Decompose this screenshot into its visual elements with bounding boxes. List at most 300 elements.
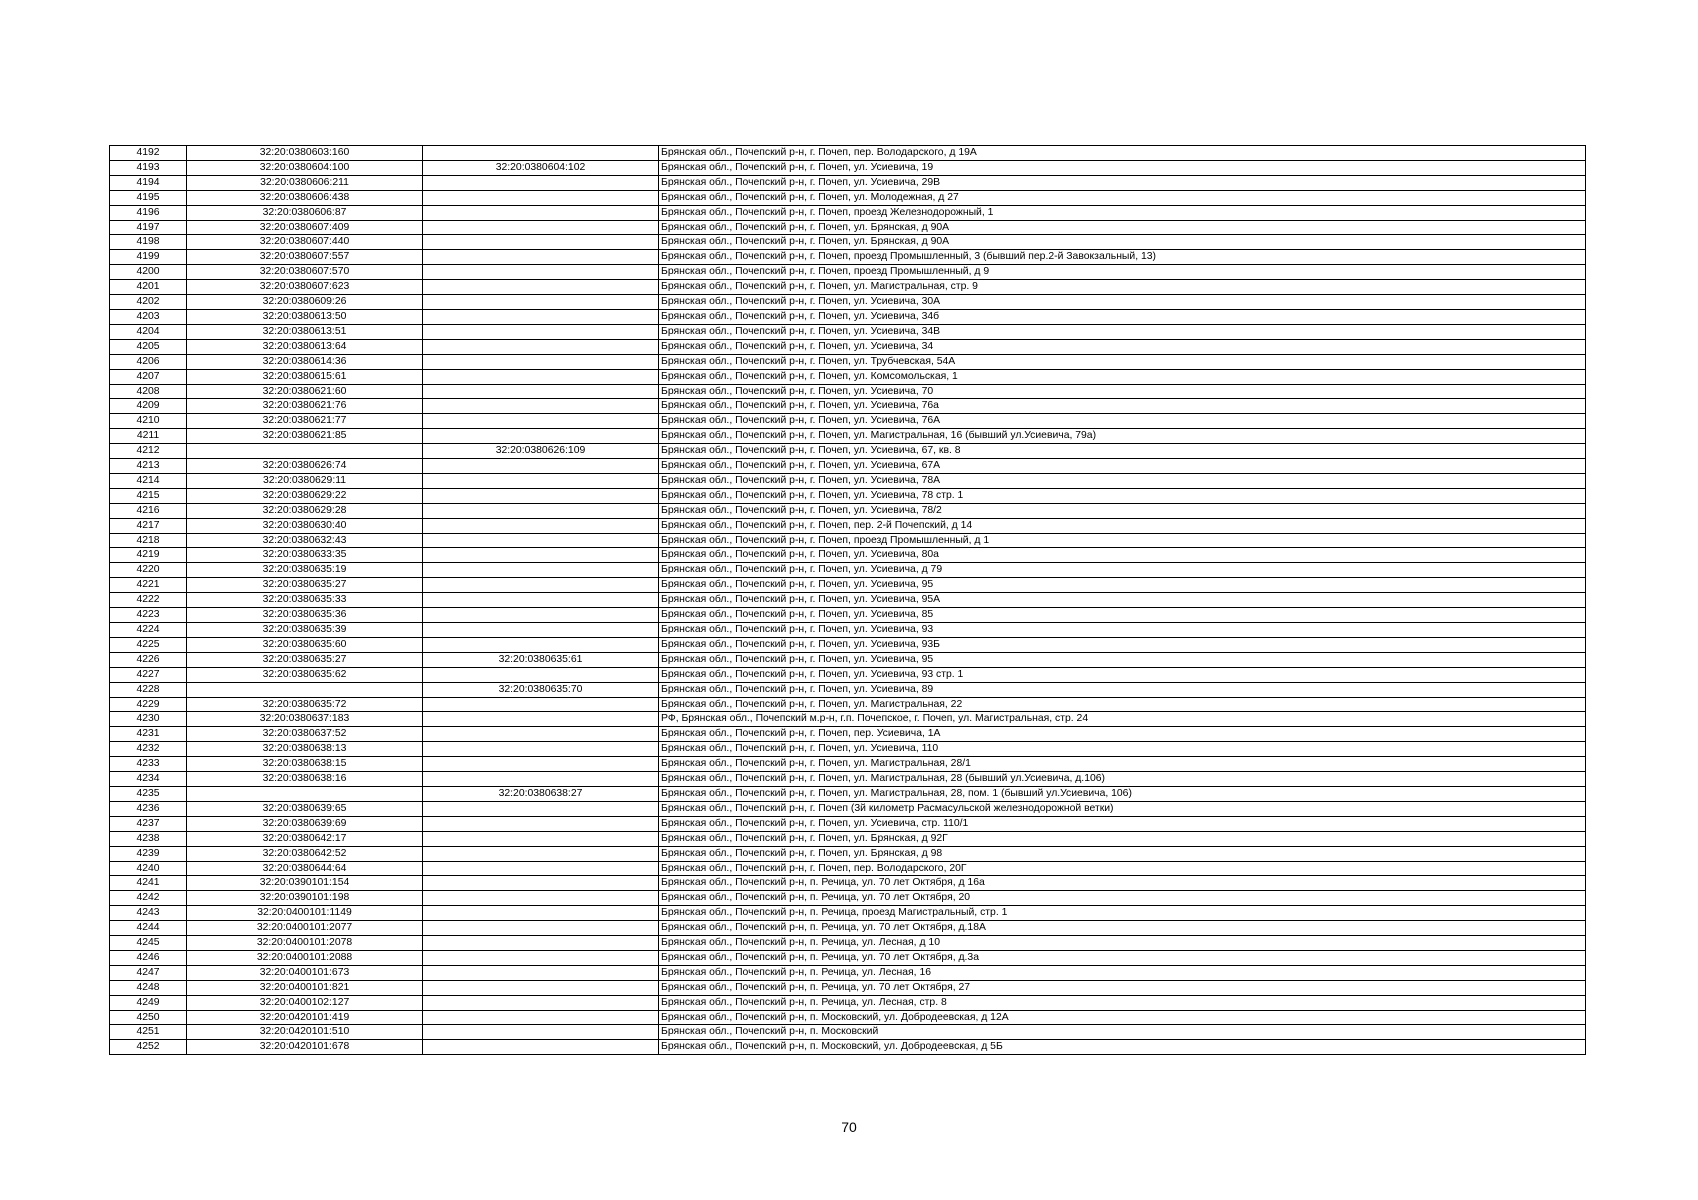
linked-cadastral-number-cell xyxy=(423,727,659,742)
row-number-cell: 4249 xyxy=(110,995,187,1010)
linked-cadastral-number-cell xyxy=(423,399,659,414)
linked-cadastral-number-cell xyxy=(423,995,659,1010)
table-row xyxy=(110,563,1586,578)
linked-cadastral-number-cell xyxy=(423,578,659,593)
linked-cadastral-number-cell xyxy=(423,906,659,921)
address-cell: Брянская обл., Почепский р-н, п. Речица, ул. 70 лет Октября, 27 xyxy=(659,980,1586,995)
row-number-cell: 4213 xyxy=(110,459,187,474)
linked-cadastral-number-cell xyxy=(423,265,659,280)
row-number-cell: 4239 xyxy=(110,846,187,861)
linked-cadastral-number-cell xyxy=(423,1025,659,1040)
address-cell: Брянская обл., Почепский р-н, г. Почеп, ул. Магистральная, 16 (бывший ул.Усиевича, 79а) xyxy=(659,429,1586,444)
cadastral-number-cell: 32:20:0380615:61 xyxy=(187,369,423,384)
table-row xyxy=(110,1010,1586,1025)
linked-cadastral-number-cell xyxy=(423,220,659,235)
linked-cadastral-number-cell xyxy=(423,146,659,161)
linked-cadastral-number-cell xyxy=(423,712,659,727)
address-cell: Брянская обл., Почепский р-н, г. Почеп, ул. Магистральная, 22 xyxy=(659,697,1586,712)
cadastral-number-cell: 32:20:0400101:673 xyxy=(187,965,423,980)
cadastral-number-cell: 32:20:0380613:50 xyxy=(187,309,423,324)
cadastral-number-cell: 32:20:0400101:821 xyxy=(187,980,423,995)
address-cell: Брянская обл., Почепский р-н, г. Почеп, ул. Магистральная, стр. 9 xyxy=(659,280,1586,295)
address-cell: Брянская обл., Почепский р-н, г. Почеп, ул. Усиевича, 93 стр. 1 xyxy=(659,667,1586,682)
linked-cadastral-number-cell xyxy=(423,309,659,324)
row-number-cell: 4248 xyxy=(110,980,187,995)
linked-cadastral-number-cell: 32:20:0380635:61 xyxy=(423,652,659,667)
cadastral-number-cell: 32:20:0380632:43 xyxy=(187,533,423,548)
cadastral-number-cell: 32:20:0380607:570 xyxy=(187,265,423,280)
table-row xyxy=(110,235,1586,250)
linked-cadastral-number-cell xyxy=(423,921,659,936)
linked-cadastral-number-cell xyxy=(423,295,659,310)
cadastral-number-cell: 32:20:0420101:419 xyxy=(187,1010,423,1025)
row-number-cell: 4217 xyxy=(110,518,187,533)
cadastral-number-cell: 32:20:0380629:22 xyxy=(187,488,423,503)
linked-cadastral-number-cell xyxy=(423,384,659,399)
table-row xyxy=(110,548,1586,563)
row-number-cell: 4209 xyxy=(110,399,187,414)
address-cell: Брянская обл., Почепский р-н, г. Почеп, ул. Трубчевская, 54А xyxy=(659,354,1586,369)
cadastral-number-cell xyxy=(187,444,423,459)
cadastral-number-cell: 32:20:0380606:438 xyxy=(187,190,423,205)
table-row xyxy=(110,503,1586,518)
address-cell: Брянская обл., Почепский р-н, г. Почеп, ул. Усиевича, 80а xyxy=(659,548,1586,563)
cadastral-number-cell: 32:20:0380613:51 xyxy=(187,324,423,339)
linked-cadastral-number-cell xyxy=(423,623,659,638)
row-number-cell: 4206 xyxy=(110,354,187,369)
table-row xyxy=(110,667,1586,682)
row-number-cell: 4223 xyxy=(110,608,187,623)
cadastral-number-cell: 32:20:0400101:2077 xyxy=(187,921,423,936)
address-cell: Брянская обл., Почепский р-н, г. Почеп, ул. Усиевича, 29В xyxy=(659,175,1586,190)
address-cell: Брянская обл., Почепский р-н, п. Московский xyxy=(659,1025,1586,1040)
cadastral-number-cell: 32:20:0380638:15 xyxy=(187,757,423,772)
address-cell: Брянская обл., Почепский р-н, г. Почеп, ул. Брянская, д 98 xyxy=(659,846,1586,861)
address-cell: Брянская обл., Почепский р-н, г. Почеп, ул. Усиевича, 34б xyxy=(659,309,1586,324)
linked-cadastral-number-cell xyxy=(423,190,659,205)
cadastral-number-cell: 32:20:0390101:154 xyxy=(187,876,423,891)
linked-cadastral-number-cell xyxy=(423,772,659,787)
linked-cadastral-number-cell xyxy=(423,1010,659,1025)
cadastral-number-cell: 32:20:0400101:2078 xyxy=(187,936,423,951)
cadastral-number-cell: 32:20:0400102:127 xyxy=(187,995,423,1010)
table-row xyxy=(110,593,1586,608)
linked-cadastral-number-cell xyxy=(423,503,659,518)
linked-cadastral-number-cell xyxy=(423,936,659,951)
table-row xyxy=(110,652,1586,667)
row-number-cell: 4244 xyxy=(110,921,187,936)
row-number-cell: 4245 xyxy=(110,936,187,951)
table-row xyxy=(110,757,1586,772)
row-number-cell: 4220 xyxy=(110,563,187,578)
row-number-cell: 4215 xyxy=(110,488,187,503)
table-row xyxy=(110,712,1586,727)
row-number-cell: 4240 xyxy=(110,861,187,876)
address-cell: Брянская обл., Почепский р-н, г. Почеп, ул. Усиевича, 78А xyxy=(659,473,1586,488)
row-number-cell: 4194 xyxy=(110,175,187,190)
table-row xyxy=(110,384,1586,399)
row-number-cell: 4197 xyxy=(110,220,187,235)
linked-cadastral-number-cell xyxy=(423,742,659,757)
cadastral-number-cell: 32:20:0380607:557 xyxy=(187,250,423,265)
row-number-cell: 4207 xyxy=(110,369,187,384)
table-row xyxy=(110,727,1586,742)
row-number-cell: 4225 xyxy=(110,637,187,652)
row-number-cell: 4243 xyxy=(110,906,187,921)
row-number-cell: 4234 xyxy=(110,772,187,787)
row-number-cell: 4222 xyxy=(110,593,187,608)
row-number-cell: 4212 xyxy=(110,444,187,459)
address-cell: Брянская обл., Почепский р-н, г. Почеп, ул. Усиевича, 34В xyxy=(659,324,1586,339)
linked-cadastral-number-cell xyxy=(423,846,659,861)
linked-cadastral-number-cell xyxy=(423,891,659,906)
address-cell: Брянская обл., Почепский р-н, г. Почеп, проезд Промышленный, 3 (бывший пер.2-й Завокзальный, 13) xyxy=(659,250,1586,265)
cadastral-number-cell: 32:20:0380603:160 xyxy=(187,146,423,161)
table-row xyxy=(110,175,1586,190)
cadastral-number-cell xyxy=(187,786,423,801)
table-row xyxy=(110,533,1586,548)
row-number-cell: 4250 xyxy=(110,1010,187,1025)
address-cell: Брянская обл., Почепский р-н, п. Московский, ул. Добродеевская, д 5Б xyxy=(659,1040,1586,1055)
linked-cadastral-number-cell xyxy=(423,861,659,876)
address-cell: Брянская обл., Почепский р-н, г. Почеп, проезд Промышленный, д 1 xyxy=(659,533,1586,548)
row-number-cell: 4204 xyxy=(110,324,187,339)
table-row xyxy=(110,399,1586,414)
address-cell: Брянская обл., Почепский р-н, п. Речица, ул. Лесная, 16 xyxy=(659,965,1586,980)
table-row xyxy=(110,160,1586,175)
address-cell: Брянская обл., Почепский р-н, г. Почеп, ул. Магистральная, 28/1 xyxy=(659,757,1586,772)
linked-cadastral-number-cell xyxy=(423,518,659,533)
address-cell: Брянская обл., Почепский р-н, г. Почеп, ул. Магистральная, 28 (бывший ул.Усиевича, д.106) xyxy=(659,772,1586,787)
table-row xyxy=(110,772,1586,787)
address-cell: Брянская обл., Почепский р-н, г. Почеп, ул. Усиевича, 78/2 xyxy=(659,503,1586,518)
address-cell: Брянская обл., Почепский р-н, г. Почеп, ул. Усиевича, 67, кв. 8 xyxy=(659,444,1586,459)
linked-cadastral-number-cell: 32:20:0380626:109 xyxy=(423,444,659,459)
cadastral-number-cell: 32:20:0380635:62 xyxy=(187,667,423,682)
cadastral-number-cell: 32:20:0380638:13 xyxy=(187,742,423,757)
cadastral-number-cell: 32:20:0380606:87 xyxy=(187,205,423,220)
address-cell: Брянская обл., Почепский р-н, п. Речица, ул. 70 лет Октября, 20 xyxy=(659,891,1586,906)
address-cell: Брянская обл., Почепский р-н, г. Почеп, ул. Усиевича, 85 xyxy=(659,608,1586,623)
address-cell: Брянская обл., Почепский р-н, п. Речица, ул. Лесная, д 10 xyxy=(659,936,1586,951)
address-cell: Брянская обл., Почепский р-н, г. Почеп, ул. Усиевича, 30А xyxy=(659,295,1586,310)
table-row xyxy=(110,861,1586,876)
linked-cadastral-number-cell xyxy=(423,757,659,772)
row-number-cell: 4236 xyxy=(110,801,187,816)
table-row xyxy=(110,608,1586,623)
address-cell: Брянская обл., Почепский р-н, г. Почеп, ул. Усиевича, стр. 110/1 xyxy=(659,816,1586,831)
address-cell: Брянская обл., Почепский р-н, г. Почеп, ул. Усиевича, 95 xyxy=(659,578,1586,593)
row-number-cell: 4216 xyxy=(110,503,187,518)
table-row xyxy=(110,339,1586,354)
linked-cadastral-number-cell xyxy=(423,339,659,354)
cadastral-number-cell: 32:20:0380633:35 xyxy=(187,548,423,563)
table-row xyxy=(110,518,1586,533)
address-cell: Брянская обл., Почепский р-н, г. Почеп, ул. Усиевича, 70 xyxy=(659,384,1586,399)
table-row xyxy=(110,146,1586,161)
address-cell: Брянская обл., Почепский р-н, г. Почеп, ул. Усиевича, 78 стр. 1 xyxy=(659,488,1586,503)
cadastral-number-cell: 32:20:0380613:64 xyxy=(187,339,423,354)
row-number-cell: 4227 xyxy=(110,667,187,682)
linked-cadastral-number-cell xyxy=(423,608,659,623)
cadastral-number-cell: 32:20:0380609:26 xyxy=(187,295,423,310)
linked-cadastral-number-cell xyxy=(423,324,659,339)
cadastral-number-cell: 32:20:0380635:36 xyxy=(187,608,423,623)
row-number-cell: 4252 xyxy=(110,1040,187,1055)
linked-cadastral-number-cell xyxy=(423,354,659,369)
linked-cadastral-number-cell: 32:20:0380638:27 xyxy=(423,786,659,801)
table-row xyxy=(110,578,1586,593)
cadastral-number-cell: 32:20:0380621:60 xyxy=(187,384,423,399)
table-row xyxy=(110,250,1586,265)
row-number-cell: 4192 xyxy=(110,146,187,161)
cadastral-number-cell: 32:20:0380637:183 xyxy=(187,712,423,727)
table-row xyxy=(110,220,1586,235)
row-number-cell: 4199 xyxy=(110,250,187,265)
row-number-cell: 4214 xyxy=(110,473,187,488)
address-cell: Брянская обл., Почепский р-н, г. Почеп, ул. Усиевича, 95 xyxy=(659,652,1586,667)
cadastral-number-cell: 32:20:0380604:100 xyxy=(187,160,423,175)
table-row xyxy=(110,295,1586,310)
row-number-cell: 4228 xyxy=(110,682,187,697)
linked-cadastral-number-cell xyxy=(423,965,659,980)
address-cell: Брянская обл., Почепский р-н, п. Речица, ул. Лесная, стр. 8 xyxy=(659,995,1586,1010)
table-body xyxy=(110,146,1586,1055)
cadastral-table xyxy=(109,145,1586,1055)
table-row xyxy=(110,980,1586,995)
cadastral-number-cell: 32:20:0380630:40 xyxy=(187,518,423,533)
cadastral-number-cell: 32:20:0380607:623 xyxy=(187,280,423,295)
linked-cadastral-number-cell xyxy=(423,950,659,965)
cadastral-number-cell: 32:20:0380635:19 xyxy=(187,563,423,578)
row-number-cell: 4198 xyxy=(110,235,187,250)
row-number-cell: 4200 xyxy=(110,265,187,280)
linked-cadastral-number-cell xyxy=(423,250,659,265)
cadastral-number-cell: 32:20:0380637:52 xyxy=(187,727,423,742)
table-row xyxy=(110,324,1586,339)
address-cell: Брянская обл., Почепский р-н, п. Речица, ул. 70 лет Октября, д 16а xyxy=(659,876,1586,891)
cadastral-number-cell: 32:20:0380642:17 xyxy=(187,831,423,846)
row-number-cell: 4235 xyxy=(110,786,187,801)
cadastral-number-cell: 32:20:0380635:27 xyxy=(187,578,423,593)
linked-cadastral-number-cell xyxy=(423,563,659,578)
row-number-cell: 4201 xyxy=(110,280,187,295)
row-number-cell: 4251 xyxy=(110,1025,187,1040)
cadastral-number-cell: 32:20:0380638:16 xyxy=(187,772,423,787)
cadastral-number-cell: 32:20:0380607:409 xyxy=(187,220,423,235)
table-row xyxy=(110,637,1586,652)
linked-cadastral-number-cell xyxy=(423,980,659,995)
row-number-cell: 4238 xyxy=(110,831,187,846)
row-number-cell: 4202 xyxy=(110,295,187,310)
row-number-cell: 4218 xyxy=(110,533,187,548)
table-row xyxy=(110,682,1586,697)
linked-cadastral-number-cell xyxy=(423,593,659,608)
address-cell: Брянская обл., Почепский р-н, г. Почеп, ул. Комсомольская, 1 xyxy=(659,369,1586,384)
row-number-cell: 4210 xyxy=(110,414,187,429)
row-number-cell: 4246 xyxy=(110,950,187,965)
row-number-cell: 4229 xyxy=(110,697,187,712)
row-number-cell: 4224 xyxy=(110,623,187,638)
cadastral-number-cell: 32:20:0380621:85 xyxy=(187,429,423,444)
table-row xyxy=(110,309,1586,324)
cadastral-number-cell: 32:20:0380614:36 xyxy=(187,354,423,369)
table-row xyxy=(110,444,1586,459)
table-row xyxy=(110,623,1586,638)
address-cell: Брянская обл., Почепский р-н, г. Почеп, ул. Брянская, д 90А xyxy=(659,220,1586,235)
row-number-cell: 4211 xyxy=(110,429,187,444)
table-row xyxy=(110,950,1586,965)
table-row xyxy=(110,1025,1586,1040)
cadastral-number-cell: 32:20:0380635:72 xyxy=(187,697,423,712)
address-cell: Брянская обл., Почепский р-н, г. Почеп, пер. Володарского, 20Г xyxy=(659,861,1586,876)
table-row xyxy=(110,488,1586,503)
table-row xyxy=(110,697,1586,712)
address-cell: Брянская обл., Почепский р-н, г. Почеп, ул. Усиевича, 93Б xyxy=(659,637,1586,652)
table-row xyxy=(110,786,1586,801)
table-row xyxy=(110,906,1586,921)
row-number-cell: 4247 xyxy=(110,965,187,980)
table-row xyxy=(110,831,1586,846)
address-cell: Брянская обл., Почепский р-н, г. Почеп, пер. Усиевича, 1А xyxy=(659,727,1586,742)
linked-cadastral-number-cell xyxy=(423,816,659,831)
linked-cadastral-number-cell xyxy=(423,488,659,503)
address-cell: Брянская обл., Почепский р-н, г. Почеп, ул. Усиевича, 19 xyxy=(659,160,1586,175)
table-row xyxy=(110,190,1586,205)
linked-cadastral-number-cell xyxy=(423,459,659,474)
row-number-cell: 4226 xyxy=(110,652,187,667)
linked-cadastral-number-cell xyxy=(423,831,659,846)
address-cell: РФ, Брянская обл., Почепский м.р-н, г.п. Почепское, г. Почеп, ул. Магистральная, стр. 24 xyxy=(659,712,1586,727)
cadastral-number-cell: 32:20:0400101:2088 xyxy=(187,950,423,965)
row-number-cell: 4237 xyxy=(110,816,187,831)
table-row xyxy=(110,921,1586,936)
row-number-cell: 4231 xyxy=(110,727,187,742)
row-number-cell: 4232 xyxy=(110,742,187,757)
cadastral-number-cell: 32:20:0380606:211 xyxy=(187,175,423,190)
table-row xyxy=(110,1040,1586,1055)
address-cell: Брянская обл., Почепский р-н, г. Почеп, ул. Брянская, д 90А xyxy=(659,235,1586,250)
address-cell: Брянская обл., Почепский р-н, г. Почеп, проезд Железнодорожный, 1 xyxy=(659,205,1586,220)
row-number-cell: 4242 xyxy=(110,891,187,906)
table-row xyxy=(110,414,1586,429)
address-cell: Брянская обл., Почепский р-н, п. Речица, ул. 70 лет Октября, д.3а xyxy=(659,950,1586,965)
address-cell: Брянская обл., Почепский р-н, г. Почеп, ул. Усиевича, 34 xyxy=(659,339,1586,354)
row-number-cell: 4219 xyxy=(110,548,187,563)
address-cell: Брянская обл., Почепский р-н, г. Почеп, проезд Промышленный, д 9 xyxy=(659,265,1586,280)
linked-cadastral-number-cell xyxy=(423,414,659,429)
page-number: 70 xyxy=(841,1119,857,1135)
cadastral-number-cell: 32:20:0380639:69 xyxy=(187,816,423,831)
row-number-cell: 4208 xyxy=(110,384,187,399)
table-row xyxy=(110,459,1586,474)
cadastral-number-cell: 32:20:0380635:39 xyxy=(187,623,423,638)
linked-cadastral-number-cell: 32:20:0380635:70 xyxy=(423,682,659,697)
address-cell: Брянская обл., Почепский р-н, г. Почеп, ул. Усиевича, 93 xyxy=(659,623,1586,638)
cadastral-number-cell: 32:20:0420101:510 xyxy=(187,1025,423,1040)
cadastral-number-cell: 32:20:0380644:64 xyxy=(187,861,423,876)
cadastral-number-cell: 32:20:0380635:27 xyxy=(187,652,423,667)
linked-cadastral-number-cell xyxy=(423,429,659,444)
address-cell: Брянская обл., Почепский р-н, г. Почеп, пер. Володарского, д 19А xyxy=(659,146,1586,161)
row-number-cell: 4230 xyxy=(110,712,187,727)
linked-cadastral-number-cell xyxy=(423,369,659,384)
row-number-cell: 4221 xyxy=(110,578,187,593)
address-cell: Брянская обл., Почепский р-н, г. Почеп, ул. Усиевича, 76А xyxy=(659,414,1586,429)
linked-cadastral-number-cell xyxy=(423,667,659,682)
table-row xyxy=(110,354,1586,369)
linked-cadastral-number-cell xyxy=(423,801,659,816)
address-cell: Брянская обл., Почепский р-н, г. Почеп, ул. Усиевича, 95А xyxy=(659,593,1586,608)
linked-cadastral-number-cell xyxy=(423,205,659,220)
table-row xyxy=(110,205,1586,220)
cadastral-number-cell: 32:20:0380629:28 xyxy=(187,503,423,518)
cadastral-number-cell: 32:20:0380635:60 xyxy=(187,637,423,652)
table-row xyxy=(110,936,1586,951)
address-cell: Брянская обл., Почепский р-н, г. Почеп, ул. Усиевича, 89 xyxy=(659,682,1586,697)
cadastral-number-cell: 32:20:0380642:52 xyxy=(187,846,423,861)
cadastral-number-cell: 32:20:0400101:1149 xyxy=(187,906,423,921)
linked-cadastral-number-cell: 32:20:0380604:102 xyxy=(423,160,659,175)
row-number-cell: 4193 xyxy=(110,160,187,175)
cadastral-number-cell: 32:20:0380626:74 xyxy=(187,459,423,474)
table-row xyxy=(110,801,1586,816)
cadastral-number-cell: 32:20:0380607:440 xyxy=(187,235,423,250)
linked-cadastral-number-cell xyxy=(423,235,659,250)
row-number-cell: 4195 xyxy=(110,190,187,205)
table-row xyxy=(110,473,1586,488)
cadastral-number-cell: 32:20:0380621:77 xyxy=(187,414,423,429)
address-cell: Брянская обл., Почепский р-н, г. Почеп (3й километр Расмасульской железнодорожной ветки) xyxy=(659,801,1586,816)
cadastral-number-cell: 32:20:0380621:76 xyxy=(187,399,423,414)
table-row xyxy=(110,965,1586,980)
address-cell: Брянская обл., Почепский р-н, г. Почеп, ул. Усиевича, д 79 xyxy=(659,563,1586,578)
row-number-cell: 4241 xyxy=(110,876,187,891)
linked-cadastral-number-cell xyxy=(423,876,659,891)
cadastral-number-cell: 32:20:0380639:65 xyxy=(187,801,423,816)
table-row xyxy=(110,876,1586,891)
address-cell: Брянская обл., Почепский р-н, г. Почеп, ул. Брянская, д 92Г xyxy=(659,831,1586,846)
address-cell: Брянская обл., Почепский р-н, г. Почеп, ул. Усиевича, 110 xyxy=(659,742,1586,757)
address-cell: Брянская обл., Почепский р-н, п. Речица, проезд Магистральный, стр. 1 xyxy=(659,906,1586,921)
row-number-cell: 4203 xyxy=(110,309,187,324)
cadastral-number-cell: 32:20:0380635:33 xyxy=(187,593,423,608)
linked-cadastral-number-cell xyxy=(423,637,659,652)
address-cell: Брянская обл., Почепский р-н, г. Почеп, ул. Усиевича, 67А xyxy=(659,459,1586,474)
table-row xyxy=(110,280,1586,295)
table-row xyxy=(110,742,1586,757)
table-row xyxy=(110,816,1586,831)
address-cell: Брянская обл., Почепский р-н, г. Почеп, пер. 2-й Почепский, д 14 xyxy=(659,518,1586,533)
cadastral-number-cell: 32:20:0390101:198 xyxy=(187,891,423,906)
linked-cadastral-number-cell xyxy=(423,280,659,295)
linked-cadastral-number-cell xyxy=(423,533,659,548)
address-cell: Брянская обл., Почепский р-н, п. Московский, ул. Добродеевская, д 12А xyxy=(659,1010,1586,1025)
linked-cadastral-number-cell xyxy=(423,175,659,190)
table-row xyxy=(110,846,1586,861)
address-cell: Брянская обл., Почепский р-н, г. Почеп, ул. Магистральная, 28, пом. 1 (бывший ул.Усиевича, 106) xyxy=(659,786,1586,801)
cadastral-number-cell xyxy=(187,682,423,697)
address-cell: Брянская обл., Почепский р-н, п. Речица, ул. 70 лет Октября, д.18А xyxy=(659,921,1586,936)
row-number-cell: 4196 xyxy=(110,205,187,220)
table-row xyxy=(110,429,1586,444)
table-row xyxy=(110,891,1586,906)
cadastral-number-cell: 32:20:0380629:11 xyxy=(187,473,423,488)
cadastral-number-cell: 32:20:0420101:678 xyxy=(187,1040,423,1055)
address-cell: Брянская обл., Почепский р-н, г. Почеп, ул. Усиевича, 76а xyxy=(659,399,1586,414)
row-number-cell: 4233 xyxy=(110,757,187,772)
row-number-cell: 4205 xyxy=(110,339,187,354)
